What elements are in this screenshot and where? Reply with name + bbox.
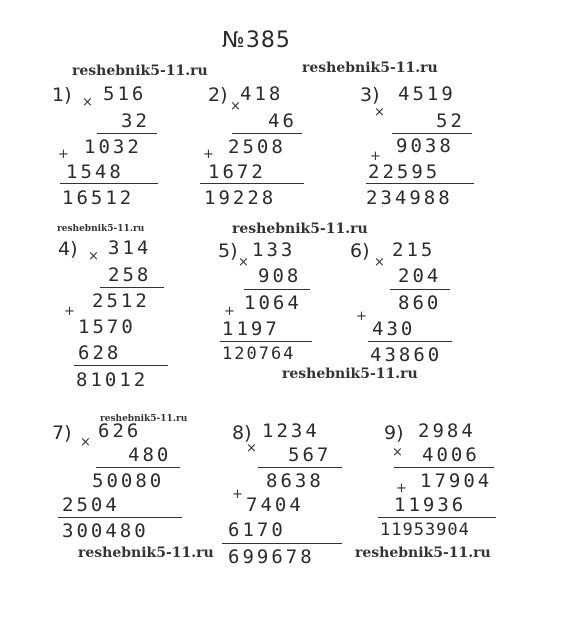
plus-sign: + <box>370 149 381 164</box>
multiply-sign: × <box>80 435 91 450</box>
rule-line <box>58 517 182 518</box>
partial-product: 1064 <box>244 292 302 314</box>
watermark: reshebnik5-11.ru <box>78 545 214 561</box>
problem-label: 2) <box>208 84 228 106</box>
product-result: 16512 <box>62 187 135 209</box>
partial-product: 430 <box>372 318 416 340</box>
rule-line <box>368 341 452 342</box>
problem-label: 3) <box>360 84 380 106</box>
product-result: 699678 <box>228 546 315 568</box>
multiplier: 567 <box>288 444 332 466</box>
multiplicand: 516 <box>103 83 147 105</box>
plus-sign: + <box>224 304 235 319</box>
multiply-sign: × <box>82 95 93 110</box>
watermark: reshebnik5-11.ru <box>302 60 438 76</box>
partial-product: 7404 <box>246 494 304 516</box>
partial-product: 1032 <box>84 136 142 158</box>
rule-line <box>366 183 474 184</box>
rule-line <box>100 287 164 288</box>
plus-sign: + <box>58 147 69 162</box>
partial-product: 2508 <box>228 136 286 158</box>
partial-product: 1197 <box>222 318 280 340</box>
product-result: 19228 <box>204 187 277 209</box>
rule-line <box>392 133 472 134</box>
multiplier: 204 <box>398 265 442 287</box>
partial-product: 2504 <box>62 494 120 516</box>
watermark: reshebnik5-11.ru <box>100 414 188 424</box>
product-result: 234988 <box>366 187 453 209</box>
partial-product: 1672 <box>208 161 266 183</box>
multiply-sign: × <box>374 255 385 270</box>
multiplicand: 314 <box>108 237 152 259</box>
multiplicand: 133 <box>252 239 296 261</box>
multiplier: 46 <box>268 110 297 132</box>
multiply-sign: × <box>246 441 257 456</box>
rule-line <box>378 517 496 518</box>
rule-line <box>232 133 302 134</box>
rule-line <box>97 133 157 134</box>
multiplier: 4006 <box>422 444 480 466</box>
problem-label: 8) <box>232 422 252 444</box>
rule-line <box>390 289 450 290</box>
plus-sign: + <box>232 487 243 502</box>
rule-line <box>394 467 494 468</box>
multiply-sign: × <box>88 249 99 264</box>
plus-sign: + <box>203 147 214 162</box>
partial-product: 17904 <box>420 470 493 492</box>
partial-product: 11936 <box>394 494 467 516</box>
multiplicand: 4519 <box>398 83 456 105</box>
partial-product: 9038 <box>396 135 454 157</box>
rule-line <box>244 289 310 290</box>
partial-product: 50080 <box>92 470 165 492</box>
multiplicand: 626 <box>98 420 142 442</box>
partial-product: 1548 <box>66 161 124 183</box>
problem-label: 4) <box>58 238 78 260</box>
product-result: 120764 <box>222 344 296 364</box>
multiplicand: 418 <box>240 83 284 105</box>
rule-line <box>258 467 342 468</box>
product-result: 11953904 <box>380 520 470 540</box>
multiplier: 258 <box>108 264 152 286</box>
problem-label: 5) <box>218 240 238 262</box>
rule-line <box>220 341 312 342</box>
product-result: 81012 <box>76 369 149 391</box>
plus-sign: + <box>64 304 75 319</box>
rule-line <box>60 183 158 184</box>
multiplier: 32 <box>121 110 150 132</box>
watermark: reshebnik5-11.ru <box>72 63 208 79</box>
partial-product: 1570 <box>78 316 136 338</box>
watermark: reshebnik5-11.ru <box>282 366 418 382</box>
partial-product: 22595 <box>368 161 441 183</box>
rule-line <box>96 467 180 468</box>
partial-product: 628 <box>78 342 122 364</box>
multiplicand: 2984 <box>418 420 476 442</box>
watermark: reshebnik5-11.ru <box>355 545 491 561</box>
multiplicand: 1234 <box>262 420 320 442</box>
rule-line <box>200 183 304 184</box>
product-result: 300480 <box>62 520 149 542</box>
multiply-sign: × <box>374 105 385 120</box>
problem-label: 7) <box>52 422 72 444</box>
multiply-sign: × <box>238 255 249 270</box>
multiplicand: 215 <box>392 239 436 261</box>
plus-sign: + <box>356 309 367 324</box>
exercise-number: №385 <box>222 28 291 53</box>
rule-line <box>74 365 168 366</box>
plus-sign: + <box>396 481 407 496</box>
partial-product: 2512 <box>92 290 150 312</box>
multiply-sign: × <box>230 99 241 114</box>
multiplier: 52 <box>436 110 465 132</box>
multiplier: 908 <box>258 265 302 287</box>
problem-label: 6) <box>350 240 370 262</box>
partial-product: 860 <box>398 292 442 314</box>
rule-line <box>222 543 342 544</box>
watermark: reshebnik5-11.ru <box>232 221 368 237</box>
problem-label: 9) <box>384 422 404 444</box>
product-result: 43860 <box>370 344 443 366</box>
partial-product: 8638 <box>266 470 324 492</box>
watermark: reshebnik5-11.ru <box>57 224 145 234</box>
multiply-sign: × <box>392 445 403 460</box>
multiplier: 480 <box>128 444 172 466</box>
problem-label: 1) <box>52 84 72 106</box>
partial-product: 6170 <box>228 519 286 541</box>
